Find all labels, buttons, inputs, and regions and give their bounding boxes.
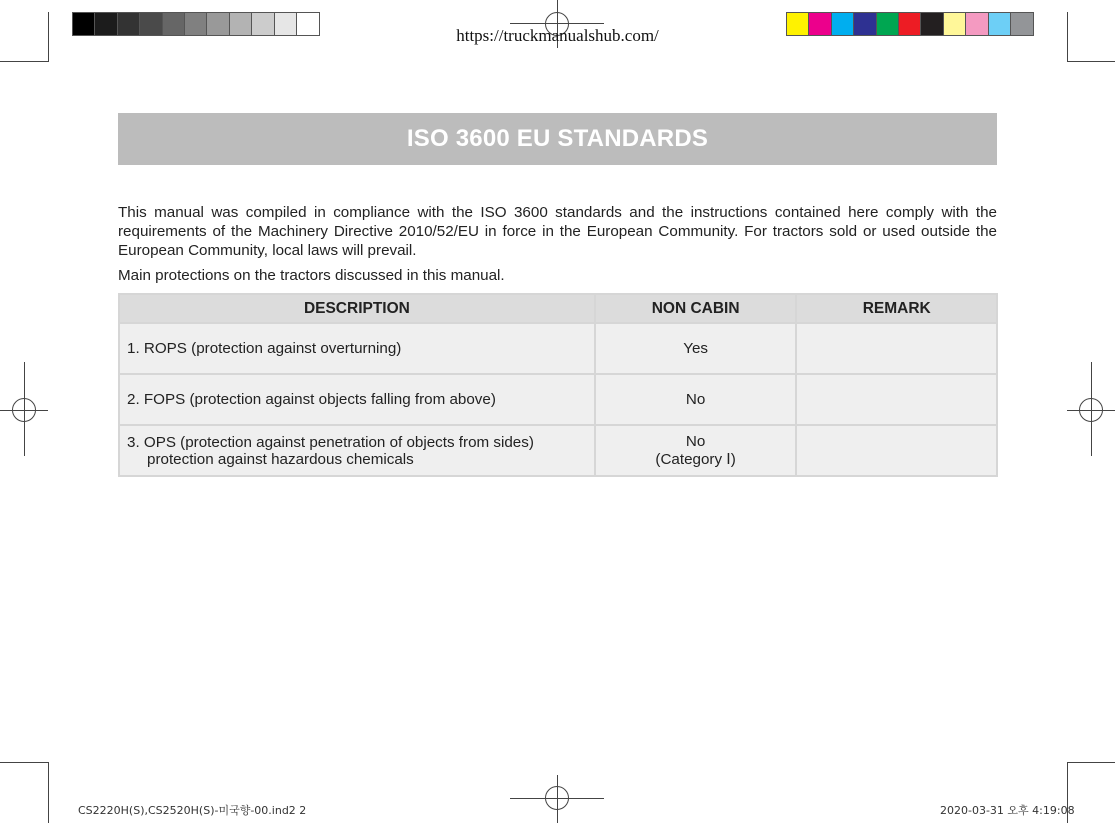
table-header-row xyxy=(119,294,997,323)
non-cabin-value: Yes xyxy=(683,340,708,357)
row-non-cabin xyxy=(595,425,797,476)
table-row xyxy=(119,374,997,425)
row-non-cabin xyxy=(595,374,797,425)
non-cabin-category: (Category Ⅰ) xyxy=(655,451,736,468)
description-text: 3. OPS (protection against penetration of objects from sides) xyxy=(127,433,534,451)
footer-file-slug: CS2220H(S),CS2520H(S)-미국향-00.ind2 2 xyxy=(78,804,307,817)
page-title: ISO 3600 EU STANDARDS xyxy=(118,113,997,165)
table-row xyxy=(119,425,997,476)
header-remark: REMARK xyxy=(796,294,997,323)
table-caption: Main protections on the tractors discussed in this manual. xyxy=(118,267,505,284)
footer-timestamp: 2020-03-31 오후 4:19:08 xyxy=(940,804,1075,817)
row-description xyxy=(119,374,595,425)
row-remark xyxy=(796,323,997,374)
table-row xyxy=(119,323,997,374)
description-text: 2. FOPS (protection against objects falling from above) xyxy=(127,391,496,408)
protections-table xyxy=(118,293,998,477)
row-remark xyxy=(796,374,997,425)
description-text-continued: protection against hazardous chemicals xyxy=(147,450,414,468)
row-remark xyxy=(796,425,997,476)
row-description xyxy=(119,323,595,374)
row-non-cabin xyxy=(595,323,797,374)
header-non-cabin: NON CABIN xyxy=(595,294,797,323)
description-text: 1. ROPS (protection against overturning) xyxy=(127,340,402,357)
non-cabin-value: No xyxy=(685,433,706,450)
intro-paragraph: This manual was compiled in compliance with the ISO 3600 standards and the instructions contained here comply with the requirements of the Machinery Directive 2010/52/EU in force in the European Community. For tractors sold or used outside the European Community, local laws will prevail. xyxy=(118,204,997,259)
row-description xyxy=(119,425,595,476)
non-cabin-value: No xyxy=(685,391,706,408)
header-description: DESCRIPTION xyxy=(119,294,595,323)
source-url[interactable]: https://truckmanualshub.com/ xyxy=(456,26,659,45)
